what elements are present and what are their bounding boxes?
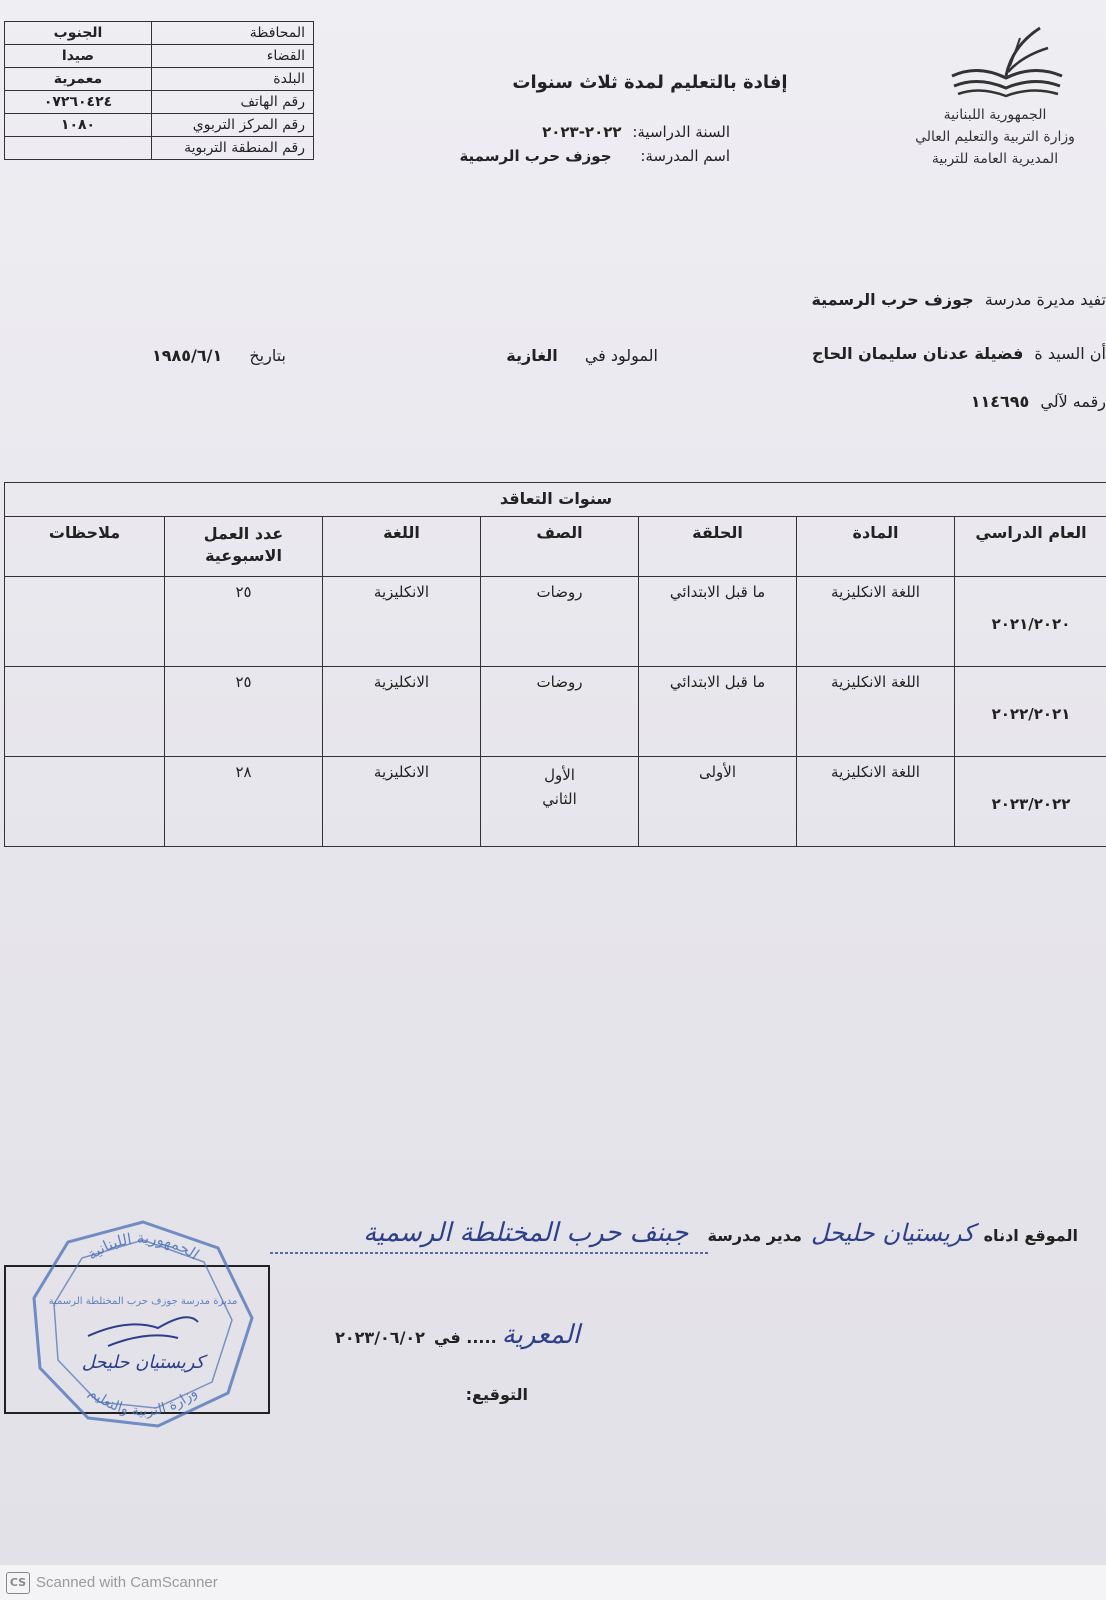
column-header-hours xyxy=(165,517,323,577)
directorate-line: المديرية العامة للتربية xyxy=(931,151,1059,167)
born-place: الغازية xyxy=(506,346,558,365)
signature-date: ٢٠٢٣/٠٦/٠٢ xyxy=(335,1328,425,1347)
camscanner-watermark: Scanned with CamScanner xyxy=(36,1574,218,1591)
cell-language: الانكليزية xyxy=(323,757,481,847)
info-row xyxy=(5,114,314,137)
cell-cycle: الأولى xyxy=(639,757,797,847)
column-header-notes: ملاحظات xyxy=(5,517,165,577)
school-name-line xyxy=(459,147,730,165)
info-value: ٠٧٢٦٠٤٢٤ xyxy=(5,91,152,114)
table-header-row xyxy=(5,517,1106,577)
info-table xyxy=(4,21,314,160)
registry-number: ١١٤٦٩٥ xyxy=(970,392,1030,411)
table-row xyxy=(5,577,1106,667)
info-value: الجنوب xyxy=(5,22,152,45)
stamp-signature-name: كريستيان حليحل xyxy=(81,1352,205,1373)
cell-year: ٢٠٢١/٢٠٢٠ xyxy=(955,577,1106,667)
place-date-line xyxy=(300,1320,580,1350)
place-handwritten: المعرية xyxy=(501,1320,580,1350)
cell-cycle: ما قبل الابتدائي xyxy=(639,577,797,667)
cell-notes xyxy=(5,757,165,847)
republic-line: الجمهورية اللبنانية xyxy=(943,107,1047,123)
cell-subject: اللغة الانكليزية xyxy=(797,667,955,757)
teacher-prefix: أن السيد ة xyxy=(1034,344,1106,363)
contract-years-table xyxy=(4,482,1106,847)
table-row xyxy=(5,667,1106,757)
cell-hours: ٢٥ xyxy=(165,667,323,757)
cell-notes xyxy=(5,577,165,667)
school-name-value: جوزف حرب الرسمية xyxy=(459,147,612,165)
cell-cycle: ما قبل الابتدائي xyxy=(639,667,797,757)
signer-handwritten-name: كريستيان حليحل xyxy=(811,1219,975,1247)
info-value: ١٠٨٠ xyxy=(5,114,152,137)
signer-role: مدير مدرسة xyxy=(707,1226,802,1245)
column-header-cycle: الحلقة xyxy=(639,517,797,577)
stamp-inner-text: مديرة مدرسة جوزف حرب المختلطة الرسمية xyxy=(48,1296,238,1307)
info-row xyxy=(5,68,314,91)
teacher-name: فضيلة عدنان سليمان الحاج xyxy=(812,344,1024,363)
info-row xyxy=(5,45,314,68)
ministry-book-logo-icon xyxy=(948,26,1068,98)
cell-subject: اللغة الانكليزية xyxy=(797,757,955,847)
statement-line-1 xyxy=(811,290,1106,309)
info-row xyxy=(5,137,314,160)
cell-hours: ٢٨ xyxy=(165,757,323,847)
born-label: المولود في xyxy=(584,346,658,365)
date-prefix: ..... في xyxy=(434,1328,497,1347)
birth-date: ١٩٨٥/٦/١ xyxy=(151,346,223,365)
cell-class: روضات xyxy=(481,577,639,667)
column-header-year: العام الدراسي xyxy=(955,517,1106,577)
statement-prefix: تفيد مديرة مدرسة xyxy=(984,290,1106,309)
official-stamp xyxy=(28,1218,258,1430)
info-row xyxy=(5,22,314,45)
info-label: البلدة xyxy=(152,68,314,91)
cell-subject: اللغة الانكليزية xyxy=(797,577,955,667)
cell-language: الانكليزية xyxy=(323,577,481,667)
cell-class: الأول الثاني xyxy=(481,757,639,847)
document-title: إفادة بالتعليم لمدة ثلاث سنوات xyxy=(512,72,788,93)
signatory-prefix: الموقع ادناه xyxy=(983,1226,1078,1245)
info-row xyxy=(5,91,314,114)
info-label: المحافظة xyxy=(152,22,314,45)
column-header-class: الصف xyxy=(481,517,639,577)
table-caption: سنوات التعاقد xyxy=(5,483,1106,517)
table-row xyxy=(5,757,1106,847)
signature-statement-line xyxy=(363,1218,1078,1248)
birthplace-line xyxy=(498,346,658,365)
date-label: بتاريخ xyxy=(249,346,286,365)
stamp-bottom-text: وزارة التربية والتعليم xyxy=(85,1384,201,1420)
school-year-line xyxy=(520,123,730,141)
school-handwritten-name: جبنف حرب المختلطة الرسمية xyxy=(363,1218,689,1248)
cell-hours: ٢٥ xyxy=(165,577,323,667)
info-label: القضاء xyxy=(152,45,314,68)
cell-language: الانكليزية xyxy=(323,667,481,757)
school-year-value: ٢٠٢٢-٢٠٢٣ xyxy=(542,123,622,141)
ministry-header xyxy=(900,104,1090,170)
column-header-language: اللغة xyxy=(323,517,481,577)
registry-prefix: رقمه لآلي xyxy=(1040,392,1106,411)
handwriting-underline xyxy=(270,1250,710,1256)
table-caption-row xyxy=(5,483,1106,517)
cell-year: ٢٠٢٣/٢٠٢٢ xyxy=(955,757,1106,847)
info-label: رقم الهاتف xyxy=(152,91,314,114)
column-header-subject: المادة xyxy=(797,517,955,577)
signature-label: التوقيع: xyxy=(465,1385,528,1404)
info-value xyxy=(5,137,152,160)
teacher-name-line xyxy=(812,344,1106,363)
hours-header-text: عدد العمل الاسبوعية xyxy=(203,524,284,565)
birthdate-line xyxy=(126,346,286,365)
registry-line xyxy=(971,392,1106,411)
school-year-label: السنة الدراسية: xyxy=(632,123,730,141)
info-value: صيدا xyxy=(5,45,152,68)
ministry-line: وزارة التربية والتعليم العالي xyxy=(915,129,1075,145)
statement-school: جوزف حرب الرسمية xyxy=(811,290,974,309)
stamp-outer-text: الجمهورية اللبنانية xyxy=(83,1228,203,1264)
info-label: رقم المركز التربوي xyxy=(152,114,314,137)
school-name-label: اسم المدرسة: xyxy=(640,147,730,165)
camscanner-logo-icon: CS xyxy=(6,1572,30,1594)
cell-class: روضات xyxy=(481,667,639,757)
cell-notes xyxy=(5,667,165,757)
info-label: رقم المنطقة التربوية xyxy=(152,137,314,160)
cell-year: ٢٠٢٢/٢٠٢١ xyxy=(955,667,1106,757)
info-value: معمرية xyxy=(5,68,152,91)
